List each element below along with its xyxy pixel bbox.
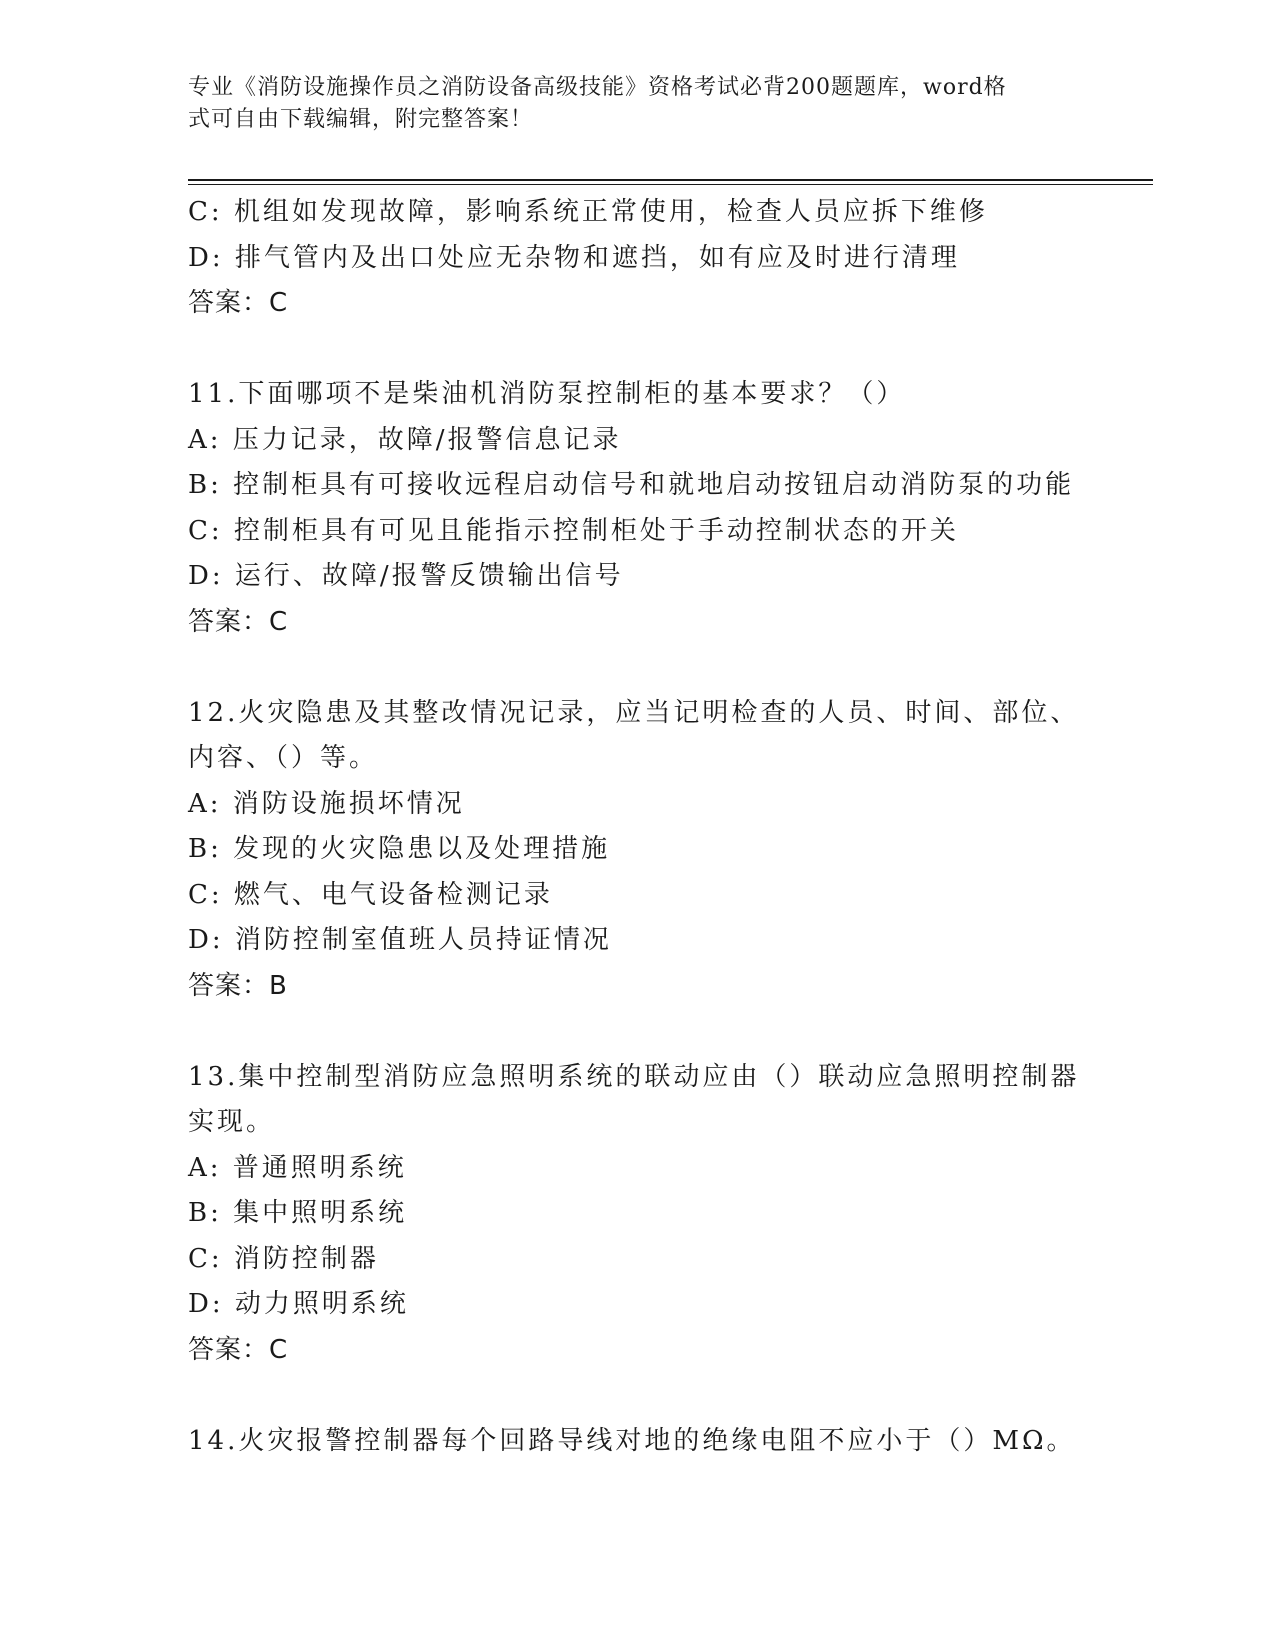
q11-question: 11.下面哪项不是柴油机消防泵控制柜的基本要求？（） <box>188 379 906 409</box>
q12-answer: 答案：B <box>188 970 288 1001</box>
q11-option-c: C: 控制柜具有可见且能指示控制柜处于手动控制状态的开关 <box>188 515 959 546</box>
q12-option-a: A: 消防设施损坏情况 <box>188 788 465 819</box>
question-10 <box>188 190 1088 327</box>
question-12 <box>188 691 1088 1010</box>
question-14 <box>188 1419 1088 1465</box>
q13-question-line-2: 实现。 <box>188 1107 276 1137</box>
q12-option-d: D: 消防控制室值班人员持证情况 <box>188 925 612 955</box>
q12-question-line-1: 12.火灾隐患及其整改情况记录，应当记明检查的人员、时间、部位、 <box>188 697 1080 728</box>
q11-answer: 答案：C <box>188 606 289 637</box>
document-header <box>188 72 1088 136</box>
spacer <box>188 327 1088 373</box>
q10-option-d: D: 排气管内及出口处应无杂物和遮挡，如有应及时进行清理 <box>188 242 960 273</box>
header-divider-thick <box>188 179 1153 181</box>
q10-answer: 答案：C <box>188 288 289 318</box>
spacer <box>188 1009 1088 1055</box>
header-line-2: 式可自由下载编辑，附完整答案！ <box>188 107 534 132</box>
q12-option-c: C: 燃气、电气设备检测记录 <box>188 879 553 910</box>
q11-option-d: D: 运行、故障/报警反馈输出信号 <box>188 561 624 591</box>
spacer <box>188 1373 1088 1419</box>
q13-option-b: B: 集中照明系统 <box>188 1198 408 1228</box>
header-divider-thin <box>188 184 1153 185</box>
q10-option-c: C: 机组如发现故障，影响系统正常使用，检查人员应拆下维修 <box>188 197 988 227</box>
q11-option-b: B: 控制柜具有可接收远程启动信号和就地启动按钮启动消防泵的功能 <box>188 470 1075 500</box>
q13-option-d: D: 动力照明系统 <box>188 1289 409 1319</box>
q12-question-line-2: 内容、（）等。 <box>188 743 379 773</box>
q13-answer: 答案：C <box>188 1334 289 1365</box>
question-13 <box>188 1055 1088 1374</box>
spacer <box>188 645 1088 691</box>
q11-option-a: A: 压力记录，故障/报警信息记录 <box>188 424 622 455</box>
header-line-1: 专业《消防设施操作员之消防设备高级技能》资格考试必背200题题库，word格 <box>188 75 1007 100</box>
question-11 <box>188 372 1088 645</box>
q13-option-c: C: 消防控制器 <box>188 1243 379 1274</box>
q13-question-line-1: 13.集中控制型消防应急照明系统的联动应由（）联动应急照明控制器 <box>188 1061 1080 1092</box>
q14-question: 14.火灾报警控制器每个回路导线对地的绝缘电阻不应小于（）MΩ。 <box>188 1425 1076 1456</box>
question-list <box>188 190 1088 1464</box>
q12-option-b: B: 发现的火灾隐患以及处理措施 <box>188 834 611 864</box>
q13-option-a: A: 普通照明系统 <box>188 1152 407 1183</box>
